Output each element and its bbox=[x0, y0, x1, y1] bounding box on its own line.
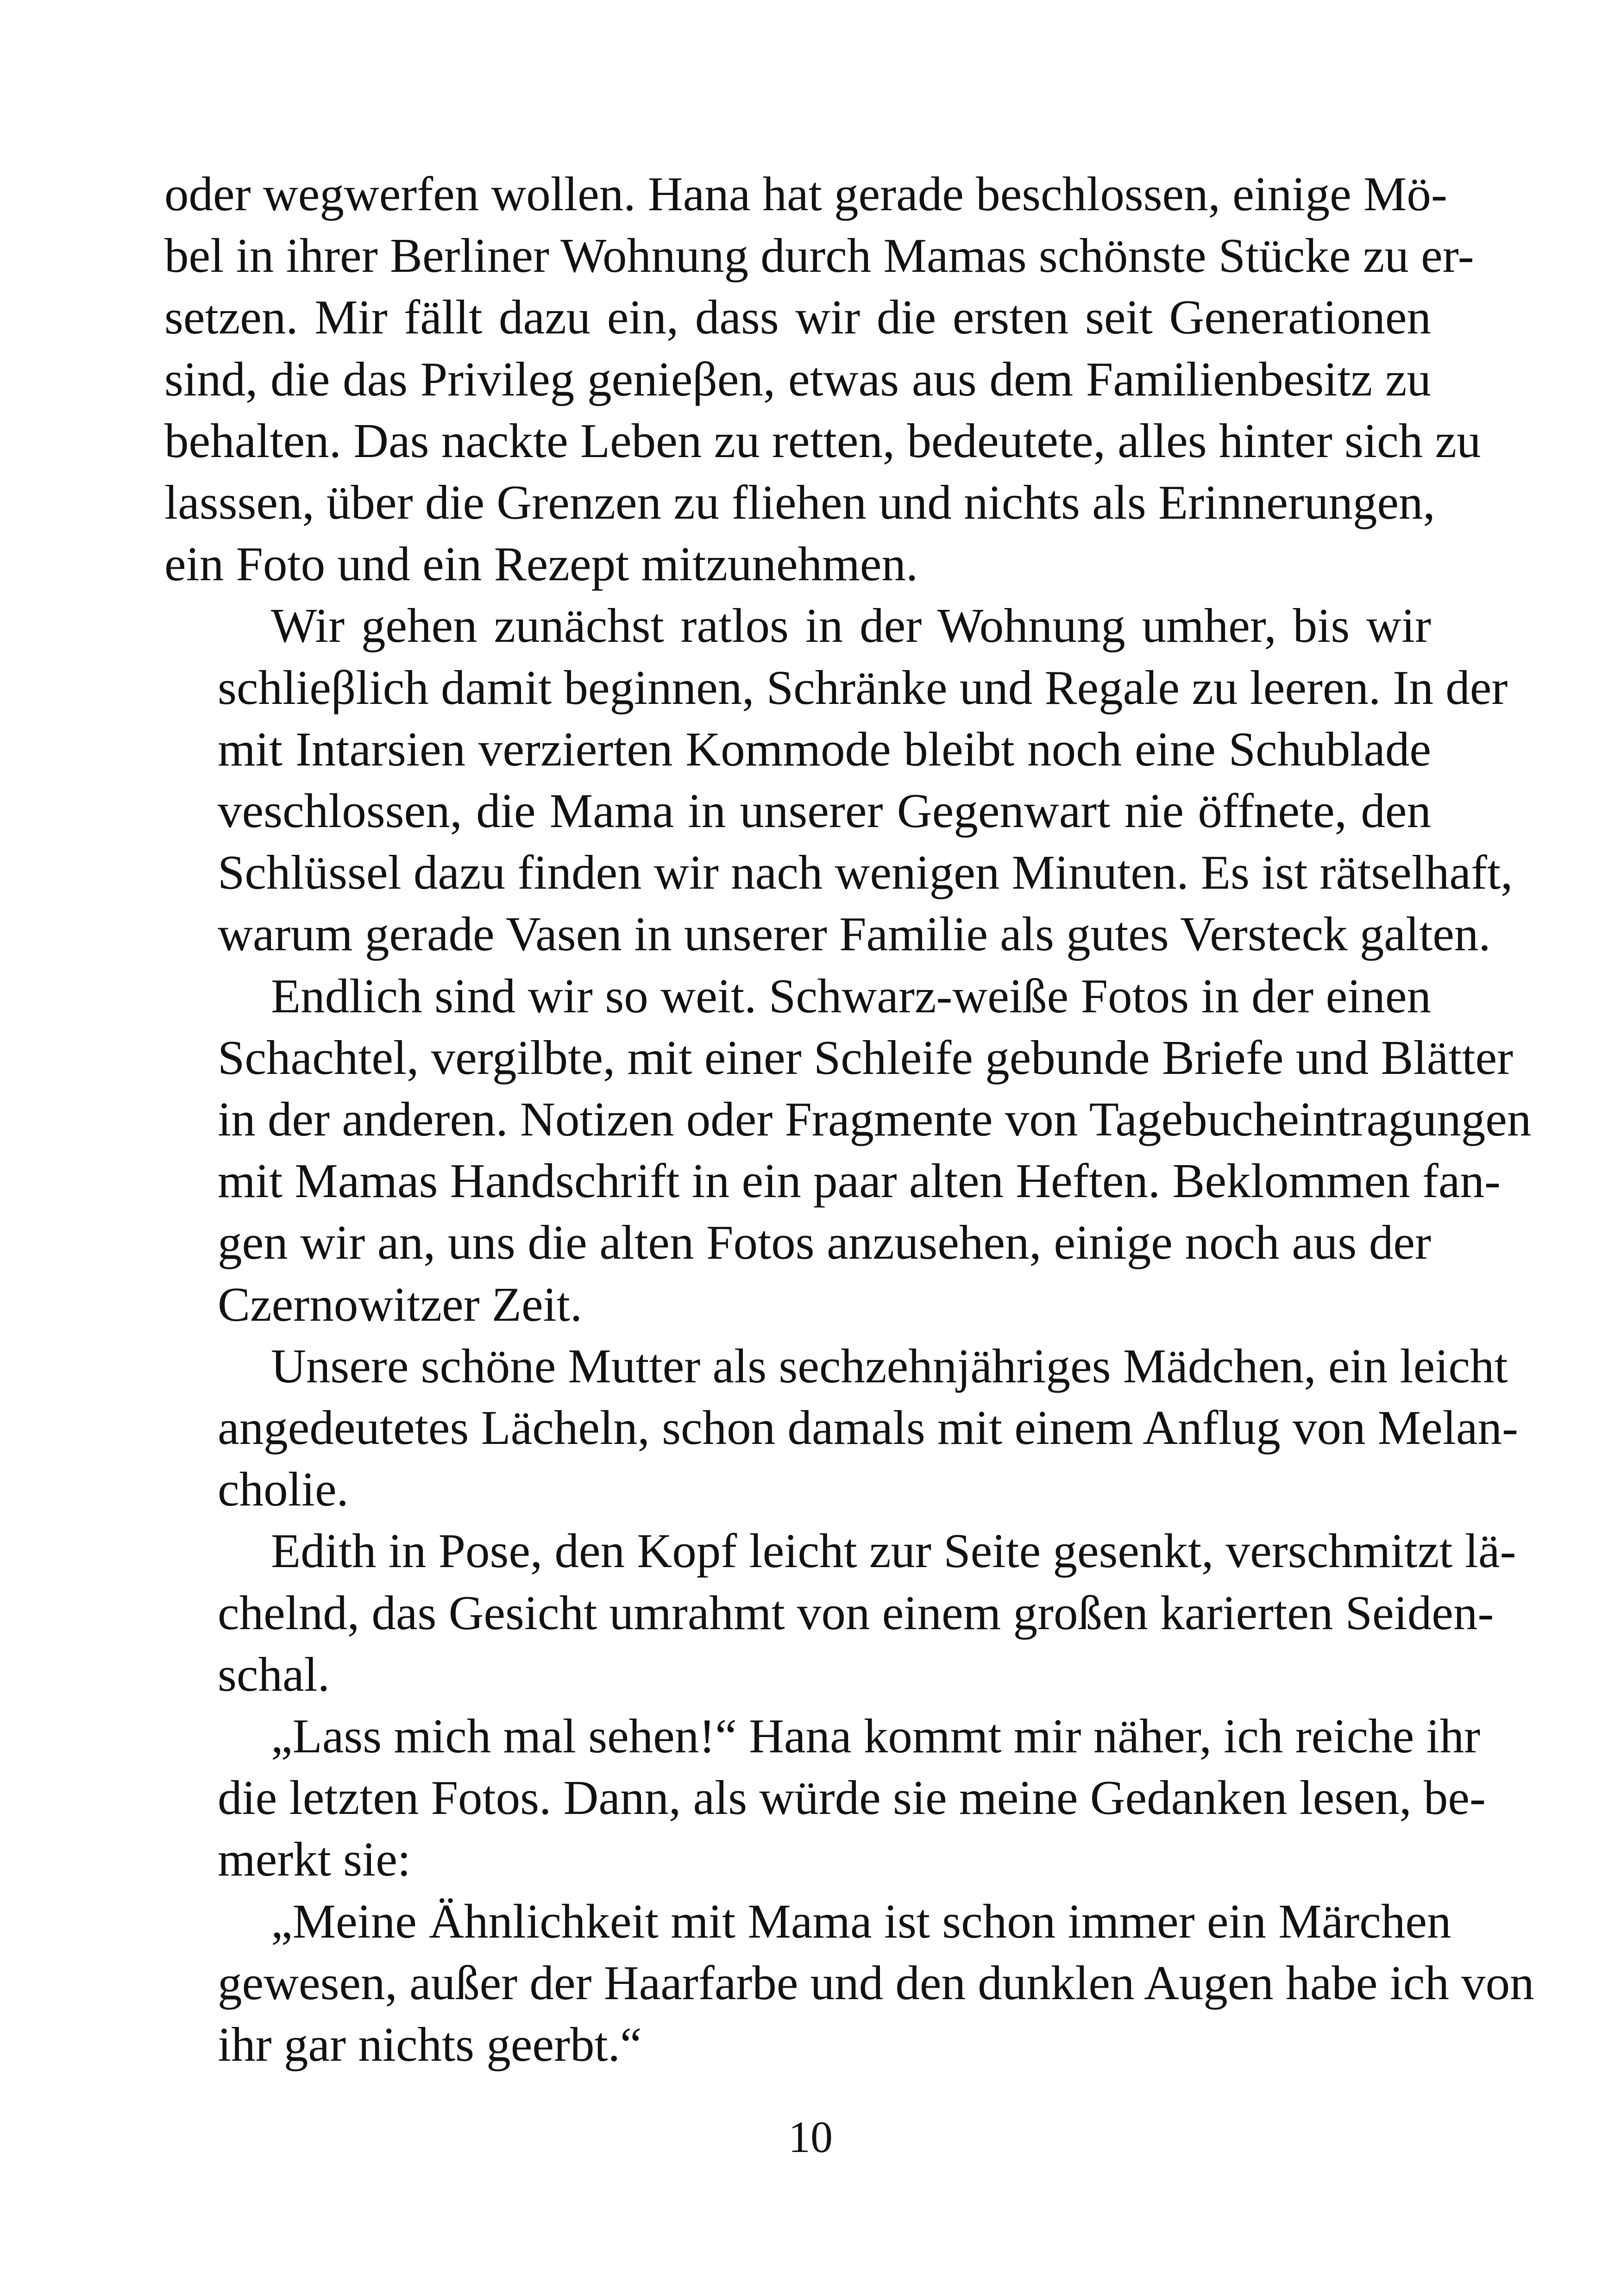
text-line: oder wegwerfen wollen. Hana hat gerade beschlossen, einige Mö- bbox=[164, 167, 1447, 221]
text-line: gen wir an, uns die alten Fotos anzusehen, einige noch aus der bbox=[218, 1215, 1431, 1270]
text-line: Schachtel, vergilbte, mit einer Schleife gebunde Briefe und Blätter bbox=[218, 1030, 1514, 1085]
text-line: Schlüssel dazu finden wir nach wenigen Minuten. Es ist rätselhaft, bbox=[218, 845, 1513, 900]
text-line: mit Mamas Handschrift in ein paar alten Heften. Beklommen fan- bbox=[218, 1154, 1501, 1208]
text-line: ihr gar nichts geerbt.“ bbox=[218, 2017, 642, 2072]
text-line: gewesen, außer der Haarfarbe und den dunklen Augen habe ich von bbox=[218, 1955, 1534, 2010]
body-text bbox=[164, 163, 1534, 2075]
text-line: „Meine Ähnlichkeit mit Mama ist schon immer ein Märchen bbox=[271, 1894, 1451, 1948]
text-line: die letzten Fotos. Dann, als würde sie meine Gedanken lesen, be- bbox=[218, 1770, 1486, 1825]
text-line: Wir gehen zunächst ratlos in der Wohnung umher, bis wir bbox=[271, 598, 1431, 653]
text-line: lasssen, über die Grenzen zu fliehen und nichts als Erinnerungen, bbox=[164, 475, 1435, 530]
text-line: schal. bbox=[218, 1647, 330, 1701]
paragraph bbox=[164, 965, 1532, 1335]
paragraph bbox=[164, 1890, 1534, 2076]
text-line: merkt sie: bbox=[218, 1832, 411, 1887]
text-line: setzen. Mir fällt dazu ein, dass wir die ersten seit Generationen bbox=[164, 290, 1431, 345]
page-number: 10 bbox=[788, 2112, 833, 2162]
text-line: veschlossen, die Mama in unserer Gegenwart nie öffnete, den bbox=[218, 784, 1431, 838]
text-line: „Lass mich mal sehen!“ Hana kommt mir näher, ich reiche ihr bbox=[271, 1709, 1481, 1763]
text-line: in der anderen. Notizen oder Fragmente von Tagebucheintragungen bbox=[218, 1092, 1532, 1147]
text-line: warum gerade Vasen in unserer Familie als gutes Versteck galten. bbox=[218, 907, 1491, 961]
text-line: cholie. bbox=[218, 1462, 349, 1517]
paragraph bbox=[164, 1705, 1486, 1890]
text-line: schlieβlich damit beginnen, Schränke und Regale zu leeren. In der bbox=[218, 660, 1508, 715]
text-line: Edith in Pose, den Kopf leicht zur Seite gesenkt, verschmitzt lä- bbox=[271, 1524, 1516, 1578]
paragraph bbox=[164, 595, 1513, 965]
text-line: angedeutetes Lächeln, schon damals mit einem Anflug von Melan- bbox=[218, 1400, 1518, 1455]
text-line: Czernowitzer Zeit. bbox=[218, 1277, 583, 1331]
paragraph bbox=[164, 1335, 1518, 1520]
paragraph bbox=[164, 163, 1481, 595]
text-line: bel in ihrer Berliner Wohnung durch Mamas schönste Stücke zu er- bbox=[164, 228, 1474, 283]
text-line: behalten. Das nackte Leben zu retten, bedeutete, alles hinter sich zu bbox=[164, 413, 1481, 468]
text-line: Unsere schöne Mutter als sechzehnjähriges Mädchen, ein leicht bbox=[271, 1338, 1508, 1393]
text-line: chelnd, das Gesicht umrahmt von einem großen karierten Seiden- bbox=[218, 1585, 1494, 1640]
text-line: ein Foto und ein Rezept mitzunehmen. bbox=[164, 537, 918, 591]
paragraph bbox=[164, 1520, 1516, 1705]
text-line: sind, die das Privileg genieβen, etwas aus dem Familienbesitz zu bbox=[164, 351, 1431, 406]
text-line: Endlich sind wir so weit. Schwarz-weiße Fotos in der einen bbox=[271, 968, 1431, 1023]
text-line: mit Intarsien verzierten Kommode bleibt noch eine Schublade bbox=[218, 721, 1431, 776]
